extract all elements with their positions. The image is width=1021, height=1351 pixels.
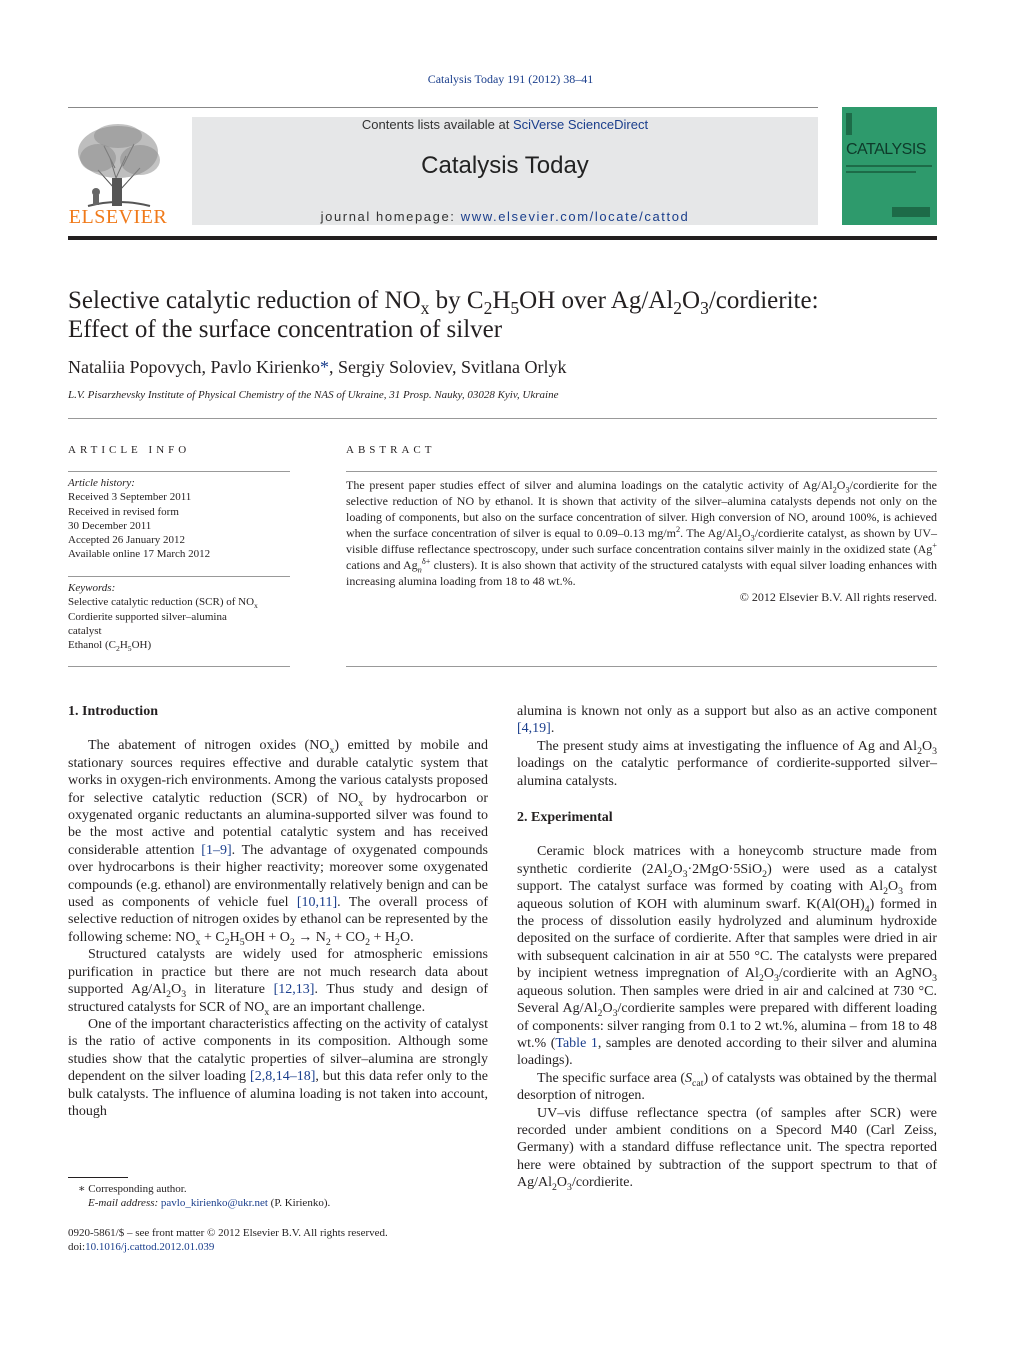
section-heading-introduction: 1. Introduction	[68, 704, 158, 719]
email-note: E-mail address: pavlo_kirienko@ukr.net (P. Kirienko).	[88, 1197, 331, 1209]
history-item: 30 December 2011	[68, 519, 152, 532]
corresponding-author-note: ∗ Corresponding author.	[78, 1183, 187, 1195]
intro-paragraph: The abatement of nitrogen oxides $(NO_x)$ emitted by mobile and stationary sources requires effective and durable catalytic system that works in oxygen-rich environments. Among the various catalysts proposed for selective catalytic reduction (SCR) of $NO_x$ by hydrocarbon or oxygenated organic reductants an alumina-supported silver was found to be the most active and potential catalytic system and has received considerable attention [1–9]. The advantage of oxygenated compounds over hydrocarbons is their higher reactivity; moreover some oxygenated compounds (e.g. ethanol) are environmentally relatively benign and can be used as components of vehicle fuel [10,11]. The overall process of selective reduction of nitrogen oxides by ethanol can be represented by the following scheme: $NO_x + C_2H_5OH + O_2 \to N_2 + CO_2 + H_2O$.	[68, 738, 489, 948]
info-rule	[68, 471, 290, 472]
footnote-block	[78, 1182, 498, 1210]
keywords	[68, 581, 290, 652]
intro-paragraph-continued: alumina is known not only as a support but also as an active component [4,19].	[517, 704, 937, 737]
intro-paragraph: Structured catalysts are widely used for atmospheric emissions purification in practice but there are not much research data about supported $Ag/Al_2O_3$ in literature [12,13]. Thus study and design of structured catalysts for SCR of $NO_x$ are an important challenge.	[68, 947, 488, 1018]
abstract-rule	[346, 471, 937, 472]
experimental-paragraph: Ceramic block matrices with a honeycomb structure made from synthetic cordierite $(2Al_2O_3\cdot 2MgO\cdot 5SiO_2)$ were used as a catalyst support. The catalyst surface was formed by coating with $Al_2O_3$ from aqueous solution of KOH with aluminum swarf. $K(Al(OH)_4)$ formed in the process of dissolution easily hydrolyzed and aluminum hydroxide deposited on the surface of cordierite. After that samples were dried in air with subsequent calcination in air at 550 °C. The catalysts were prepared by incipient wetness impregnation of $Al_2O_3$/cordierite with an AgNO$_3$ aqueous solution. Then samples were dried in air and calcined at 730 °C. Several $Ag/Al_2O_3$/cordierite samples were prepared with different loading of components: silver ranging from 0.1 to 2 wt.%, alumina – from 18 to 48 wt.% (Table 1, samples are denoted according to their silver and alumina loadings).	[517, 844, 938, 1069]
journal-cover-thumbnail[interactable]	[842, 107, 937, 225]
history-item: Available online 17 March 2012	[68, 548, 211, 561]
homepage-link[interactable]: www.elsevier.com/locate/cattod	[460, 209, 690, 224]
experimental-paragraph: The specific surface area $(S_{cat})$ of catalysts was obtained by the thermal desorption of nitrogen.	[517, 1070, 937, 1104]
abstract-bottom-rule	[346, 666, 937, 667]
section-heading-experimental: 2. Experimental	[517, 810, 613, 826]
article-title: Selective catalytic reduction of $NO_x$ by $C_2H_5OH$ over $Ag/Al_2O_3$/cordierite: Effect of the surface concentration of silver	[68, 287, 819, 343]
info-bottom-rule	[68, 666, 290, 667]
journal-title: Catalysis Today	[421, 152, 589, 179]
keyword-item: Ethanol $(C_2H_5OH)$	[68, 639, 152, 654]
doi-line: doi:10.1016/j.cattod.2012.01.039	[68, 1241, 215, 1253]
intro-paragraph: One of the important characteristics affecting on the activity of catalyst is the ratio of active components in its composition. Although some studies show that the catalytic properties of silver–alumina are strongly dependent on the silver loading [2,8,14–18], but this data refer only to the bulk catalysts. The influence of alumina loading is not taken into account, though	[68, 1016, 489, 1119]
article-info-heading: ARTICLE INFO	[68, 444, 191, 456]
journal-citation[interactable]: Catalysis Today 191 (2012) 38–41	[427, 72, 594, 86]
history-item: Accepted 26 January 2012	[68, 534, 185, 547]
homepage-line: journal homepage: www.elsevier.com/locate/cattod	[320, 209, 690, 224]
abstract-body	[346, 477, 937, 605]
header-thick-rule	[68, 236, 937, 240]
contents-line: Contents lists available at SciVerse ScienceDirect	[361, 117, 649, 132]
history-item: Received in revised form	[68, 505, 179, 518]
title-separator	[68, 418, 937, 419]
abstract-heading: ABSTRACT	[346, 444, 436, 456]
keyword-item: Cordierite supported silver–alumina	[68, 610, 227, 623]
article-history	[68, 476, 290, 562]
keywords-label: Keywords:	[68, 582, 116, 594]
cover-title: CATALYSIS	[846, 141, 926, 158]
elsevier-wordmark: ELSEVIER	[68, 206, 168, 228]
issn-line: 0920-5861/$ – see front matter © 2012 Elsevier B.V. All rights reserved.	[68, 1227, 388, 1239]
affiliation: L.V. Pisarzhevsky Institute of Physical Chemistry of the NAS of Ukraine, 31 Prosp. Nauky, 03028 Kyiv, Ukraine	[68, 389, 559, 401]
keyword-item: catalyst	[68, 624, 102, 637]
abstract-text: The present paper studies effect of silver and alumina loadings on the catalytic activity of $Ag/Al_2O_3$/cordierite for the selective reduction of NO by ethanol. It is shown that activity of the silver–alumina catalysts depends not only on the loading of components, but also on the surface concentration of silver. High conversion of NO, around 100%, is achieved when the surface concentration of silver is equal to 0.09–0.13 $mg/m^2$. The $Ag/Al_2O_3$/cordierite catalyst, as shown by UV–visible diffuse reflectance spectroscopy, under such surface concentration contains silver mainly in the oxidized state (Ag+ cations and $Ag_n^{\delta+}$ clusters). It is also shown that activity of the structured catalysts with equal silver loading enhances with increasing alumina loading from 18 to 48 wt.%.	[346, 478, 938, 588]
author-list: Nataliia Popovych, Pavlo Kirienko*, Sergiy Soloviev, Svitlana Orlyk	[68, 357, 567, 377]
header-rule	[68, 107, 818, 108]
doi-link[interactable]: 10.1016/j.cattod.2012.01.039	[85, 1241, 215, 1253]
issn-block	[68, 1226, 568, 1254]
abstract-copyright: © 2012 Elsevier B.V. All rights reserved.	[739, 590, 937, 604]
sciencedirect-link[interactable]: SciVerse ScienceDirect	[512, 117, 649, 132]
keywords-rule	[68, 576, 290, 577]
email-link[interactable]: pavlo_kirienko@ukr.net	[160, 1197, 268, 1209]
left-column	[68, 703, 488, 1120]
footnote-rule	[68, 1177, 128, 1178]
history-label: Article history:	[68, 477, 135, 489]
intro-paragraph: The present study aims at investigating the influence of Ag and $Al_2O_3$ loadings on the catalytic performance of cordierite-supported silver–alumina catalysts.	[517, 738, 937, 789]
experimental-paragraph: UV–vis diffuse reflectance spectra (of samples after SCR) were recorded under ambient conditions on a Specord M40 (Carl Zeiss, Germany) with a standard diffuse reflectance unit. The spectra reported here were obtained by subtraction of the support spectrum to that of $Ag/Al_2O_3$/cordierite.	[517, 1105, 937, 1193]
right-column	[517, 703, 937, 1192]
keyword-item: Selective catalytic reduction (SCR) of $NO_x$	[68, 596, 258, 611]
history-item: Received 3 September 2011	[68, 491, 192, 504]
